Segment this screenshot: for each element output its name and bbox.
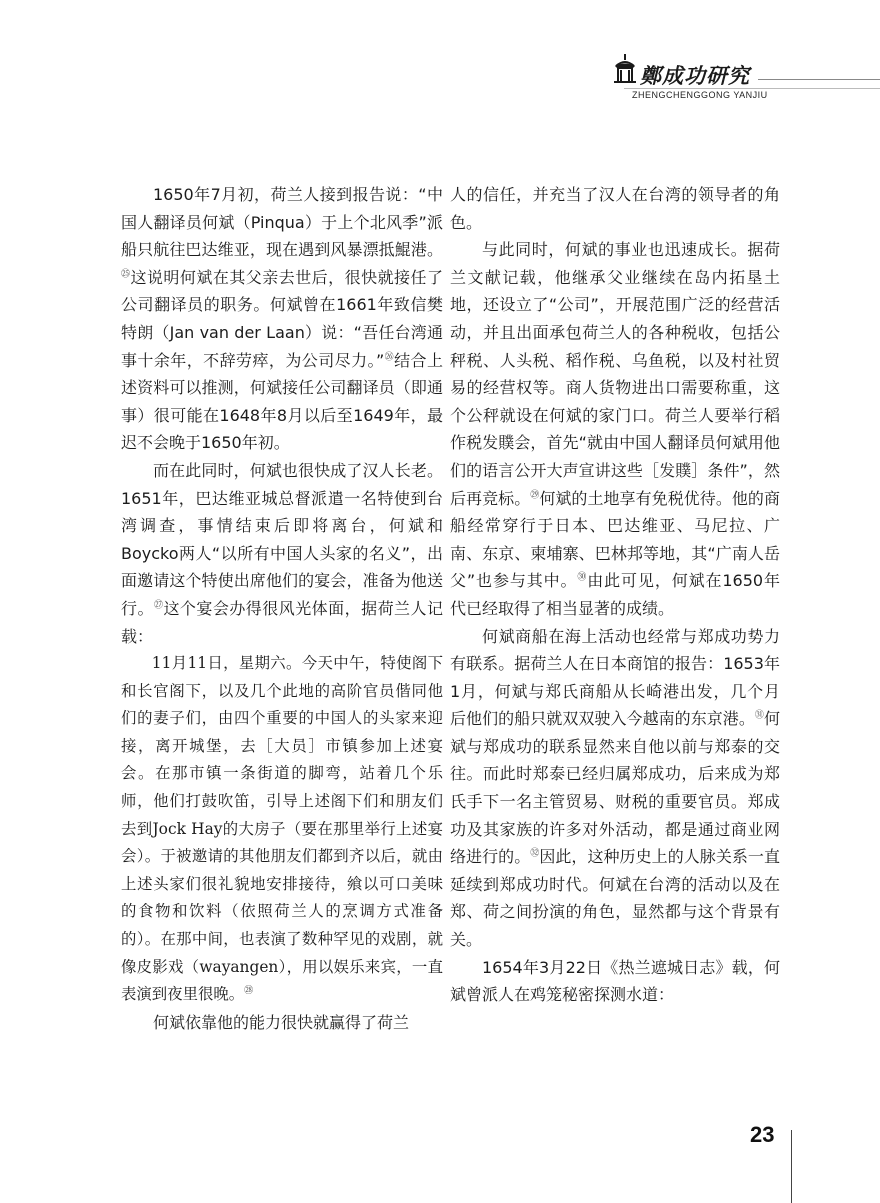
text-run: 结合上述资料可以推测，何斌接任公司翻译员（即通事）很可能在1648年8月以后至1649年，最迟不会晚于1650年初。 <box>121 350 443 453</box>
text-run: 何斌商船在海上活动也经常与郑成功势力有联系。据荷兰人在日本商馆的报告：1653年1月，何斌与郑氏商船从长崎港出发，几个月后他们的船只就双双驶入今越南的东京港。 <box>450 626 780 729</box>
body-paragraph <box>450 623 780 954</box>
left-text-column <box>121 181 443 1036</box>
text-run: 1654年3月22日《热兰遮城日志》载，何斌曾派人在鸡笼秘密探测水道： <box>450 957 780 1005</box>
text-run: 因此，这种历史上的人脉关系一直延续到郑成功时代。何斌在台湾的活动以及在郑、荷之间扮演的角色，显然都与这个背景有关。 <box>450 847 780 950</box>
journal-header <box>600 38 880 108</box>
body-paragraph <box>450 954 780 1009</box>
header-underline <box>624 88 880 89</box>
footnote-marker: ㉕ <box>121 269 131 280</box>
text-run: 由此可见，何斌在1650年代已经取得了相当显著的成绩。 <box>450 571 780 618</box>
temple-logo-icon <box>612 52 638 86</box>
footnote-marker: ㉚ <box>577 572 588 583</box>
body-paragraph <box>121 181 443 457</box>
text-run: 而在此同时，何斌也很快成了汉人长老。1651年，巴达维亚城总督派遣一名特使到台湾调查，事情结束后即将离台，何斌和Boycko两人“以所有中国人头家的名义”，出面邀请这个特使出席他们的宴会，准备为他送行。 <box>121 460 443 618</box>
body-paragraph <box>121 1009 443 1037</box>
text-run: 何斌的土地享有免税优待。他的商船经常穿行于日本、巴达维亚、马尼拉、广南、东京、柬埔寨、巴林邦等地，其“广南人岳父”也参与其中。 <box>450 488 780 591</box>
body-paragraph <box>450 181 780 236</box>
text-run: 人的信任，并充当了汉人在台湾的领导者的角色。 <box>450 185 780 232</box>
page-number: 23 <box>750 1122 775 1147</box>
text-run: 何斌依靠他的能力很快就赢得了荷兰 <box>153 1012 410 1032</box>
footnote-marker: ㉜ <box>530 848 540 859</box>
body-paragraph <box>121 457 443 650</box>
body-paragraph <box>450 236 780 622</box>
footnote-marker: ㉖ <box>384 352 395 363</box>
footnote-marker: ㉙ <box>530 490 540 501</box>
footnote-marker: ㉘ <box>244 986 254 997</box>
block-quote-paragraph <box>121 650 443 1009</box>
text-run: 何斌与郑成功的联系显然来自他以前与郑泰的交往。而此时郑泰已经归属郑成功，后来成为郑氏手下一名主管贸易、财税的重要官员。郑成功及其家族的许多对外活动，都是通过商业网络进行的。 <box>450 709 780 867</box>
text-run: 1650年7月初，荷兰人接到报告说：“中国人翻译员何斌（Pinqua）于上个北风季”派船只航往巴达维亚，现在遇到风暴漂抵鯤港。 <box>121 185 443 260</box>
text-run: 这说明何斌在其父亲去世后，很快就接任了公司翻译员的职务。何斌曾在1661年致信樊特朗（Jan van der Laan）说：“吾任台湾通事十余年，不辞劳瘁，为公司尽力。” <box>121 267 443 370</box>
text-run: 与此同时，何斌的事业也迅速成长。据荷兰文献记载，他继承父业继续在岛内拓垦土地，还设立了“公司”，开展范围广泛的经营活动，并且出面承包荷兰人的各种税收，包括公秤税、人头税、稻作税、乌鱼税，以及村社贸易的经营权等。商人货物进出口需要称重，这个公秤就设在何斌的家门口。荷兰人要举行稻作税发贌会，首先“就由中国人翻译员何斌用他们的语言公开大声宣讲这些［发贌］条件”，然后再竞标。 <box>450 240 780 508</box>
journal-title: 鄭成功研究 <box>640 63 750 88</box>
text-run: 11月11日，星期六。今天中午，特使阁下和长官阁下，以及几个此地的高阶官员偕同他们的妻子们，由四个重要的中国人的头家来迎接，离开城堡，去［大员］市镇参加上述宴会。在那市镇一条街道的脚弯，站着几个乐师，他们打鼓吹笛，引导上述阁下们和朋友们去到Jock Hay的大房子（要在那里举行上述宴会）。于被邀请的其他朋友们都到齐以后，就由上述头家们很礼貌地安排接待，飨以可口美味的食物和饮料（依照荷兰人的烹调方式准备的）。在那中间，也表演了数种罕见的戏剧，就像皮影戏（wayangen），用以娱乐来宾，一直表演到夜里很晚。 <box>121 654 443 1004</box>
footnote-marker: ㉗ <box>153 600 164 611</box>
right-text-column <box>450 181 780 1009</box>
text-run: 这个宴会办得很风光体面，据荷兰人记载： <box>121 598 443 646</box>
header-rule <box>758 79 880 80</box>
journal-title-pinyin: ZHENGCHENGGONG YANJIU <box>632 90 768 100</box>
footnote-marker: ㉛ <box>754 710 764 721</box>
page-number-rule <box>791 1130 792 1203</box>
